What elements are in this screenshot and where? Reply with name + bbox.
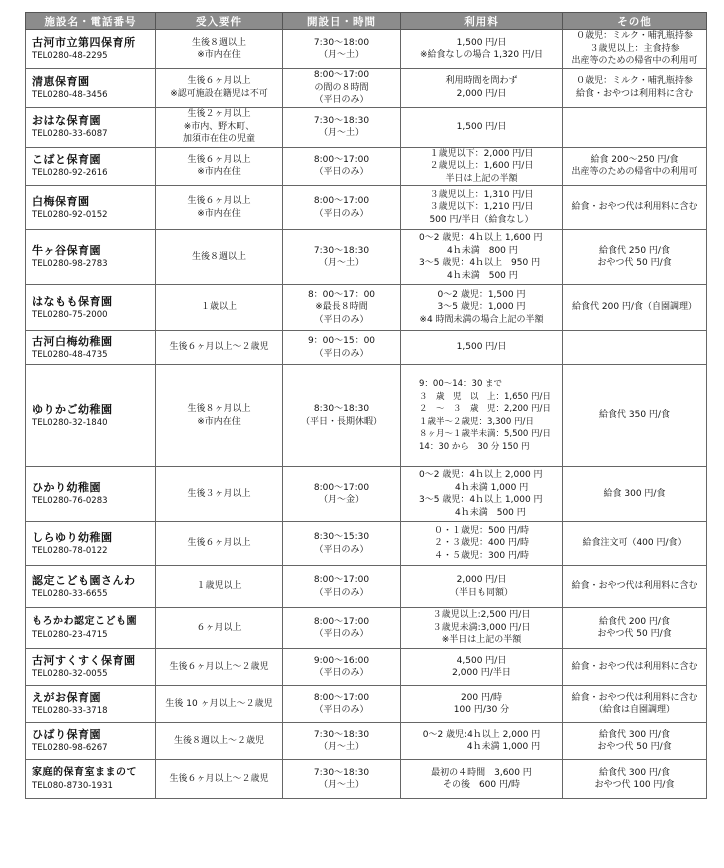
- requirements-cell: [156, 107, 283, 147]
- cell-line: 給食・おやつ代は利用料に含む: [571, 581, 698, 592]
- cell-line: 8:00～17:00: [313, 70, 370, 80]
- facility-cell: [26, 467, 156, 522]
- cell-line: １歳以上: [200, 302, 237, 313]
- facility-cell: [26, 69, 156, 108]
- facility-cell: [26, 686, 156, 723]
- table-row: [26, 522, 707, 566]
- header-facility-name-tel: 施設名・電話番号: [26, 13, 156, 30]
- facility-cell: [26, 365, 156, 467]
- fee-cell: [401, 285, 563, 331]
- fee-cell: [401, 566, 563, 608]
- cell-line: ※市内在住: [197, 167, 241, 178]
- cell-line: （平日のみ）: [314, 587, 369, 598]
- cell-line: 0～2 歳児:4ｈ以上 2,000 円: [422, 729, 541, 740]
- cell-line: 2,000 円/日: [456, 88, 507, 99]
- cell-line: 生後８週以上～２歳児: [173, 735, 264, 746]
- facility-name: 認定こども園さんわ: [32, 573, 136, 587]
- table-row: [26, 723, 707, 760]
- hours-cell: [283, 331, 401, 365]
- hours-cell: [283, 230, 401, 285]
- header-requirements: 受入要件: [156, 13, 283, 30]
- fee-cell: [401, 522, 563, 566]
- cell-line: 4ｈ未満 1,000 円: [466, 742, 541, 752]
- table-row: [26, 30, 707, 69]
- fee-cell: [401, 686, 563, 723]
- facility-name: こばと保育園: [32, 153, 101, 167]
- cell-line: ２・３歳児：400 円/時: [433, 538, 530, 549]
- requirements-cell: [156, 522, 283, 566]
- cell-line: ※半日は上記の半額: [441, 635, 522, 646]
- requirements-cell: [156, 608, 283, 649]
- other-cell: [563, 285, 707, 331]
- cell-line: 生後６ヶ月以上～２歳児: [169, 342, 269, 353]
- cell-line: 8:00～17:00: [313, 692, 370, 703]
- facility-name: 古河すくすく保育園: [32, 654, 136, 667]
- cell-line: 利用時間を問わず: [445, 76, 518, 87]
- table-row: [26, 467, 707, 522]
- cell-line: 0～2 歳児：4ｈ以上 2,000 円: [419, 470, 543, 480]
- fee-cell: [401, 30, 563, 69]
- facility-name: ひかり幼稚園: [32, 481, 101, 494]
- table-row: [26, 649, 707, 686]
- other-cell: [563, 686, 707, 723]
- other-cell: [563, 649, 707, 686]
- other-cell: [563, 107, 707, 147]
- requirements-cell: [156, 467, 283, 522]
- other-cell: [563, 608, 707, 649]
- cell-line: 給食 300 円/食: [603, 488, 666, 499]
- cell-line: 0～2 歳児：4ｈ以上 1,600 円: [419, 233, 543, 243]
- cell-line: （月～土）: [318, 50, 364, 60]
- cell-line: 8:00～17:00: [313, 575, 370, 585]
- cell-line: 生後２ヶ月以上: [187, 109, 251, 120]
- cell-line: その後 600 円/時: [442, 780, 521, 790]
- cell-line: ３歳児以上：1,310 円/日: [429, 189, 534, 200]
- cell-line: 生後６ヶ月以上: [187, 196, 251, 206]
- fee-cell: [401, 608, 563, 649]
- cell-line: 7:30～18:30: [313, 245, 370, 256]
- cell-line: ※市内、野木町、: [183, 121, 255, 132]
- fee-cell: [401, 467, 563, 522]
- cell-line: 7:30～18:30: [313, 767, 370, 778]
- requirements-cell: [156, 331, 283, 365]
- cell-line: ０・１歳児：500 円/時: [433, 525, 530, 536]
- cell-line: 200 円/時: [460, 692, 503, 703]
- cell-line: （平日のみ）: [314, 668, 369, 678]
- cell-line: 生後６ヶ月以上: [187, 76, 251, 87]
- facility-name: しらゆり幼稚園: [32, 530, 113, 544]
- cell-line: ※市内在住: [197, 208, 241, 219]
- cell-line: ４・５歳児：300 円/時: [433, 550, 530, 561]
- requirements-cell: [156, 760, 283, 799]
- table-row: [26, 760, 707, 799]
- fee-cell: [401, 186, 563, 230]
- facility-name: おはな保育園: [32, 114, 101, 127]
- cell-line: 0～2 歳児：1,500 円: [437, 289, 526, 300]
- cell-line: ３ 歳 児 以 上：1,650 円/日: [419, 391, 551, 402]
- header-other: その他: [563, 13, 707, 30]
- hours-cell: [283, 107, 401, 147]
- cell-line: ※市内在住: [197, 416, 241, 427]
- cell-line: 8:30～18:30: [313, 404, 370, 414]
- cell-line: ※4 時間未満の場合上記の半額: [419, 314, 544, 325]
- cell-line: 生後６ヶ月以上～２歳児: [169, 661, 269, 672]
- cell-line: 4ｈ未満 800 円: [447, 245, 518, 256]
- cell-line: ※給食なしの場合 1,320 円/日: [419, 50, 544, 60]
- cell-line: 生後３ヶ月以上: [187, 488, 251, 499]
- cell-line: （平日のみ）: [314, 544, 369, 555]
- facility-tel: TEL0280-23-4715: [32, 630, 108, 640]
- cell-line: （平日のみ）: [314, 629, 369, 639]
- facility-tel: TEL0280-98-2783: [32, 259, 108, 269]
- other-cell: [563, 230, 707, 285]
- cell-line: （平日のみ）: [314, 167, 369, 178]
- cell-line: 出産等のための帰省中の利用可: [571, 167, 698, 178]
- facility-tel: TEL0280-92-2616: [32, 168, 108, 179]
- facility-tel: TEL0280-32-1840: [32, 417, 108, 428]
- fee-cell: [401, 760, 563, 799]
- cell-line: 9:00～16:00: [313, 655, 370, 666]
- cell-line: 生後６ヶ月以上: [187, 154, 251, 165]
- facility-name: はなもも保育園: [32, 294, 113, 308]
- cell-line: ２歳児以上：1,600 円/日: [429, 161, 534, 171]
- cell-line: １歳児以上: [196, 581, 242, 592]
- other-cell: [563, 30, 707, 69]
- other-cell: [563, 566, 707, 608]
- cell-line: ２ ～ ３ 歳 児：2,200 円/日: [419, 404, 551, 414]
- facility-cell: [26, 230, 156, 285]
- requirements-cell: [156, 566, 283, 608]
- cell-line: 加須市在住の児童: [182, 134, 255, 145]
- cell-line: ３歳児以上:2,500 円/日: [432, 610, 531, 621]
- cell-line: 給食代 200 円/食: [599, 616, 670, 627]
- hours-cell: [283, 30, 401, 69]
- table-row: [26, 608, 707, 649]
- other-cell: [563, 147, 707, 186]
- cell-line: （平日のみ）: [314, 95, 369, 105]
- hours-cell: [283, 186, 401, 230]
- facility-tel: TEL0280-78-0122: [32, 545, 108, 556]
- facility-cell: [26, 285, 156, 331]
- fee-cell: [401, 147, 563, 186]
- table-row: [26, 285, 707, 331]
- cell-line: 給食代 300 円/食: [599, 767, 670, 778]
- table-header-row: [26, 13, 707, 30]
- cell-line: 最初の４時間 3,600 円: [431, 767, 532, 778]
- other-cell: [563, 186, 707, 230]
- cell-line: 4,500 円/日: [456, 655, 507, 666]
- cell-line: 3～5 歳児：4ｈ以上 1,000 円: [419, 495, 543, 505]
- facility-tel: TEL0280-92-0152: [32, 209, 108, 220]
- facility-name: ゆりかご幼稚園: [32, 402, 113, 416]
- table-row: [26, 230, 707, 285]
- requirements-cell: [156, 723, 283, 760]
- other-cell: [563, 522, 707, 566]
- table-row: [26, 107, 707, 147]
- cell-line: 3～5 歳児：4ｈ以上 950 円: [419, 258, 541, 268]
- facility-tel: TEL0280-48-4735: [32, 349, 108, 360]
- cell-line: １歳半～２歳児：3,300 円/日: [419, 416, 534, 427]
- table-row: [26, 147, 707, 186]
- other-cell: [563, 760, 707, 799]
- facility-tel: TEL0280-75-2000: [32, 309, 108, 320]
- cell-line: 8:00～17:00: [313, 196, 370, 206]
- cell-line: 8:30～15:30: [313, 532, 370, 542]
- facility-cell: [26, 186, 156, 230]
- facility-tel: TEL0280-32-0055: [32, 669, 108, 679]
- requirements-cell: [156, 686, 283, 723]
- fee-cell: [401, 365, 563, 467]
- cell-line: 8：00～17：00: [307, 289, 376, 300]
- cell-line: ※市内在住: [197, 50, 241, 60]
- cell-line: 給食・おやつは利用料に含む: [575, 88, 693, 99]
- cell-line: 給食代 200 円/食（自園調理）: [572, 302, 697, 313]
- cell-line: 給食 200～250 円/食: [590, 154, 679, 165]
- facility-cell: [26, 566, 156, 608]
- table-row: [26, 365, 707, 467]
- hours-cell: [283, 760, 401, 799]
- cell-line: （月～土）: [318, 742, 364, 752]
- fee-cell: [401, 331, 563, 365]
- cell-line: 生後６ヶ月以上～２歳児: [169, 773, 269, 784]
- cell-line: 生後８週以上: [191, 251, 246, 262]
- cell-line: ３歳児以下：1,210 円/日: [429, 202, 534, 213]
- facility-cell: [26, 331, 156, 365]
- hours-cell: [283, 649, 401, 686]
- facility-cell: [26, 723, 156, 760]
- cell-line: 生後 10 ヶ月以上～２歳児: [165, 698, 273, 709]
- fee-cell: [401, 230, 563, 285]
- cell-line: おやつ代 50 円/食: [597, 629, 672, 639]
- cell-line: 1,500 円/日: [456, 37, 507, 48]
- facility-cell: [26, 147, 156, 186]
- header-hours: 開設日・時間: [283, 13, 401, 30]
- cell-line: （平日のみ）: [314, 705, 369, 715]
- facility-name: えがお保育園: [32, 691, 101, 704]
- facility-cell: [26, 30, 156, 69]
- hours-cell: [283, 686, 401, 723]
- cell-line: 給食代 300 円/食: [599, 729, 670, 740]
- cell-line: 生後８週以上: [191, 37, 246, 48]
- requirements-cell: [156, 285, 283, 331]
- cell-line: （月～土）: [318, 258, 364, 268]
- cell-line: １歳児以下：2,000 円/日: [429, 148, 534, 159]
- fee-cell: [401, 649, 563, 686]
- cell-line: 給食・おやつ代は利用料に含む: [571, 661, 698, 672]
- facility-name: 古河市立第四保育所: [32, 36, 136, 49]
- cell-line: 給食・おやつ代は利用料に含む: [571, 202, 698, 213]
- table-row: [26, 566, 707, 608]
- cell-line: 9：00～14：30 まで: [419, 379, 503, 389]
- cell-line: 2,000 円/半日: [452, 668, 511, 678]
- other-cell: [563, 467, 707, 522]
- hours-cell: [283, 69, 401, 108]
- requirements-cell: [156, 30, 283, 69]
- facility-tel: TEL0280-98-6267: [32, 743, 108, 753]
- cell-line: （平日・長期休暇）: [300, 416, 382, 427]
- cell-line: 半日は上記の半額: [445, 173, 518, 184]
- facility-cell: [26, 760, 156, 799]
- cell-line: 生後８ヶ月以上: [187, 404, 251, 414]
- cell-line: 給食代 250 円/食: [599, 245, 670, 256]
- facility-name: 牛ヶ谷保育園: [32, 244, 101, 257]
- requirements-cell: [156, 147, 283, 186]
- cell-line: 7:30～18:00: [313, 37, 370, 48]
- hours-cell: [283, 723, 401, 760]
- facility-name: もろかわ認定こども園: [32, 616, 137, 627]
- childcare-facilities-table-wrapper: [25, 12, 706, 799]
- cell-line: 8:00～17:00: [313, 616, 370, 627]
- table-row: [26, 69, 707, 108]
- cell-line: 給食代 350 円/食: [599, 410, 670, 421]
- cell-line: おやつ代 50 円/食: [597, 258, 672, 268]
- cell-line: 4ｈ未満 1,000 円: [455, 482, 529, 493]
- table-row: [26, 186, 707, 230]
- other-cell: [563, 723, 707, 760]
- cell-line: （月～土）: [318, 128, 364, 138]
- cell-line: （給食は自園調理）: [593, 705, 675, 715]
- cell-line: 生後６ヶ月以上: [187, 538, 251, 549]
- cell-line: 1,500 円/日: [456, 121, 507, 132]
- cell-line: ※認可施設在籍児は不可: [170, 88, 268, 99]
- other-cell: [563, 69, 707, 108]
- requirements-cell: [156, 186, 283, 230]
- requirements-cell: [156, 365, 283, 467]
- cell-line: ８ヶ月～１歳半未満：5,500 円/日: [419, 429, 551, 439]
- facility-tel: TEL0280-48-2295: [32, 51, 108, 61]
- facility-cell: [26, 522, 156, 566]
- hours-cell: [283, 365, 401, 467]
- cell-line: 100 円/30 分: [453, 705, 510, 715]
- cell-line: 4ｈ未満 500 円: [455, 507, 526, 518]
- cell-line: （半日も同額）: [449, 587, 513, 598]
- cell-line: （平日のみ）: [314, 314, 369, 325]
- facility-tel: TEL0280-76-0283: [32, 496, 108, 506]
- facility-cell: [26, 107, 156, 147]
- cell-line: 給食注文可（400 円/食）: [582, 538, 687, 549]
- facility-name: 古河白梅幼稚園: [32, 334, 113, 348]
- cell-line: ３歳児未満:3,000 円/日: [432, 622, 531, 633]
- facility-tel: TEL080-8730-1931: [32, 781, 113, 791]
- hours-cell: [283, 566, 401, 608]
- table-body: [26, 30, 707, 799]
- hours-cell: [283, 147, 401, 186]
- requirements-cell: [156, 649, 283, 686]
- cell-line: 8:00～17:00: [313, 154, 370, 165]
- cell-line: （平日のみ）: [314, 348, 369, 359]
- requirements-cell: [156, 230, 283, 285]
- cell-line: おやつ代 50 円/食: [597, 742, 672, 752]
- childcare-facilities-table: [25, 12, 707, 799]
- cell-line: （月～土）: [318, 780, 364, 790]
- other-cell: [563, 365, 707, 467]
- cell-line: ０歳児：ミルク・哺乳瓶持参: [576, 76, 693, 87]
- fee-cell: [401, 723, 563, 760]
- other-cell: [563, 331, 707, 365]
- cell-line: （月～金）: [318, 495, 364, 505]
- cell-line: 3～5 歳児：1,000 円: [437, 302, 526, 313]
- hours-cell: [283, 608, 401, 649]
- facility-tel: TEL0280-33-6655: [32, 588, 108, 599]
- facility-tel: TEL0280-48-3456: [32, 89, 108, 100]
- facility-name: 家庭的保育室ままのて: [32, 767, 137, 778]
- cell-line: 7:30～18:30: [313, 729, 370, 740]
- facility-cell: [26, 608, 156, 649]
- fee-cell: [401, 69, 563, 108]
- cell-line: 7:30～18:30: [313, 115, 370, 126]
- facility-tel: TEL0280-33-3718: [32, 706, 108, 716]
- cell-line: の間の８時間: [314, 82, 369, 93]
- cell-line: 給食・おやつ代は利用料に含む: [571, 692, 698, 703]
- cell-line: おやつ代 100 円/食: [594, 780, 675, 790]
- hours-cell: [283, 467, 401, 522]
- header-fee: 利用料: [401, 13, 563, 30]
- facility-name: 白梅保育園: [32, 194, 90, 208]
- table-row: [26, 686, 707, 723]
- cell-line: 出産等のための帰省中の利用可: [571, 56, 698, 67]
- cell-line: 14：30 から 30 分 150 円: [419, 441, 530, 452]
- hours-cell: [283, 285, 401, 331]
- cell-line: （平日のみ）: [314, 208, 369, 219]
- cell-line: 8:00～17:00: [313, 482, 370, 493]
- cell-line: 2,000 円/日: [456, 575, 507, 585]
- cell-line: 4ｈ未満 500 円: [447, 270, 518, 281]
- cell-line: ３歳児以上：主食持参: [589, 43, 680, 54]
- facility-name: 清恵保育園: [32, 74, 90, 88]
- fee-cell: [401, 107, 563, 147]
- cell-line: 9：00～15：00: [307, 336, 376, 346]
- cell-line: ６ヶ月以上: [196, 622, 242, 633]
- requirements-cell: [156, 69, 283, 108]
- facility-name: ひばり保育園: [32, 728, 101, 741]
- table-row: [26, 331, 707, 365]
- hours-cell: [283, 522, 401, 566]
- facility-tel: TEL0280-33-6087: [32, 129, 108, 139]
- facility-cell: [26, 649, 156, 686]
- cell-line: 1,500 円/日: [456, 342, 507, 353]
- cell-line: ※最長８時間: [315, 302, 368, 313]
- cell-line: ０歳児：ミルク・哺乳瓶持参: [576, 31, 693, 42]
- cell-line: 500 円/半日（給食なし）: [429, 214, 534, 225]
